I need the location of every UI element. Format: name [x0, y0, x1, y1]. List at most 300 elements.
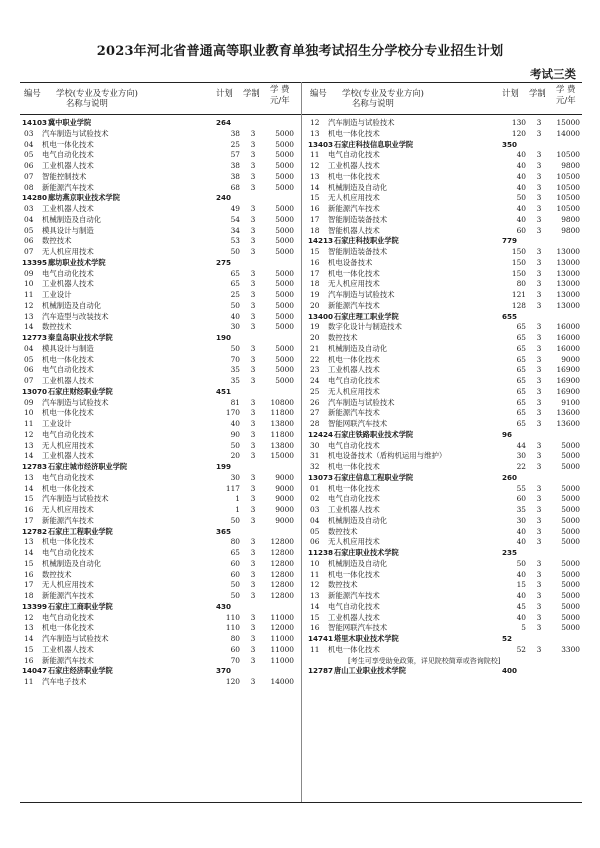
school-name: 石家庄科技职业学院	[334, 236, 399, 246]
tuition-fee: 5000	[561, 462, 580, 471]
major-row	[22, 140, 298, 151]
tuition-fee: 12800	[270, 569, 294, 579]
major-name: 机械制造及自动化	[328, 182, 388, 192]
major-name: 汽车制造与试验技术	[328, 118, 395, 127]
header-school-line2: 名称与说明	[352, 98, 394, 108]
major-code: 28	[310, 419, 320, 428]
major-row	[308, 365, 584, 376]
major-row	[22, 516, 298, 527]
tuition-fee: 10500	[556, 182, 580, 192]
plan-count: 81	[230, 397, 240, 407]
major-code: 15	[310, 193, 320, 203]
major-name: 电气自动化技术	[328, 494, 380, 504]
major-name: 数字化设计与制造技术	[328, 322, 402, 332]
plan-count: 50	[230, 591, 240, 600]
plan-count: 52	[516, 644, 526, 654]
column-divider	[301, 82, 302, 802]
major-code: 25	[310, 386, 320, 396]
note-text: [考生可享受助免政策，详见院校简章或咨询院校]	[348, 656, 501, 665]
school-code: 11238	[308, 548, 334, 557]
major-code: 14	[24, 634, 34, 643]
major-name: 电气自动化技术	[42, 365, 94, 375]
major-code: 11	[24, 290, 34, 299]
tuition-fee: 5000	[275, 311, 294, 321]
header-code: 编号	[310, 88, 327, 98]
major-row	[22, 172, 298, 183]
study-length: 3	[250, 537, 256, 547]
major-code: 19	[310, 290, 320, 299]
major-code: 14	[310, 182, 320, 192]
school-row	[308, 666, 584, 677]
major-code: 26	[310, 397, 320, 407]
major-name: 机电设备技术（盾构机运用与维护）	[328, 451, 447, 461]
major-name: 机械制造及自动化	[328, 558, 388, 568]
header-school-line2: 名称与说明	[66, 98, 108, 108]
plan-count: 35	[516, 505, 526, 514]
plan-count: 22	[516, 462, 526, 471]
plan-count: 110	[225, 623, 240, 633]
major-name: 机电一体化技术	[42, 354, 94, 364]
tuition-fee: 5000	[561, 483, 580, 493]
major-code: 09	[24, 268, 34, 278]
table-header	[22, 84, 298, 118]
tuition-fee: 5000	[561, 537, 580, 547]
plan-count: 50	[230, 247, 240, 256]
plan-count: 170	[225, 408, 240, 418]
major-row	[22, 484, 298, 495]
study-length: 3	[250, 214, 256, 224]
major-row	[22, 301, 298, 312]
major-code: 11	[310, 644, 320, 654]
school-row	[308, 430, 584, 441]
major-row	[308, 505, 584, 516]
plan-count: 150	[511, 268, 526, 278]
school-plan-total: 275	[216, 257, 232, 267]
plan-count: 54	[230, 214, 240, 224]
major-row	[308, 301, 584, 312]
header-plan: 计划	[216, 88, 233, 98]
plan-count: 40	[516, 591, 526, 600]
school-code: 12787	[308, 665, 334, 675]
tuition-fee: 5000	[561, 526, 580, 536]
major-row	[22, 279, 298, 290]
major-row	[22, 408, 298, 419]
school-name: 石家庄经济职业学院	[48, 666, 113, 676]
header-fee-line2: 元/年	[270, 95, 290, 105]
study-length: 3	[536, 408, 542, 418]
plan-count: 40	[516, 214, 526, 224]
study-length: 3	[536, 644, 542, 654]
plan-count: 65	[516, 386, 526, 396]
major-name: 数控技术	[328, 580, 358, 590]
tuition-fee: 16900	[556, 376, 580, 385]
school-row	[22, 333, 298, 344]
study-length: 3	[536, 569, 542, 579]
plan-count: 110	[225, 612, 240, 622]
tuition-fee: 13000	[556, 290, 580, 299]
plan-count: 70	[230, 354, 240, 364]
school-plan-total: 400	[502, 665, 518, 675]
tuition-fee: 5000	[275, 354, 294, 364]
major-row	[22, 215, 298, 226]
study-length: 3	[250, 634, 256, 643]
major-name: 机械制造及自动化	[42, 300, 102, 310]
plan-count: 49	[230, 204, 240, 213]
study-length: 3	[250, 171, 256, 181]
major-name: 电气自动化技术	[42, 548, 94, 557]
tuition-fee: 11000	[270, 634, 294, 643]
major-name: 机电一体化技术	[328, 268, 380, 278]
major-name: 无人机应用技术	[328, 537, 380, 547]
plan-count: 38	[230, 161, 240, 170]
major-name: 工业机器人技术	[328, 365, 380, 375]
school-plan-total: 350	[502, 139, 518, 149]
major-code: 03	[310, 505, 320, 514]
major-code: 14	[24, 322, 34, 332]
tuition-fee: 5000	[561, 623, 580, 633]
major-code: 12	[24, 300, 34, 310]
study-length: 3	[250, 440, 256, 450]
major-name: 汽车制造与试验技术	[42, 634, 109, 643]
major-row	[22, 365, 298, 376]
tuition-fee: 13600	[556, 419, 580, 428]
school-row	[22, 527, 298, 538]
tuition-fee: 9000	[275, 515, 294, 525]
school-plan-total: 430	[216, 601, 232, 611]
plan-count: 80	[516, 279, 526, 289]
plan-count: 90	[230, 429, 240, 439]
school-row	[22, 462, 298, 473]
study-length: 3	[250, 290, 256, 299]
major-name: 机械制造及自动化	[42, 214, 102, 224]
tuition-fee: 5000	[275, 214, 294, 224]
plan-count: 50	[230, 515, 240, 525]
school-plan-total: 451	[216, 386, 232, 396]
study-length: 3	[250, 365, 256, 375]
plan-count: 40	[516, 537, 526, 547]
major-code: 13	[24, 537, 34, 547]
plan-count: 1	[235, 505, 240, 514]
major-row	[308, 322, 584, 333]
tuition-fee: 12800	[270, 548, 294, 557]
study-length: 3	[536, 161, 542, 170]
school-name: 石家庄科技信息职业学院	[334, 139, 414, 149]
study-length: 3	[536, 118, 542, 127]
plan-count: 70	[230, 655, 240, 665]
school-code: 12773	[22, 333, 48, 342]
major-code: 04	[310, 515, 320, 525]
plan-count: 80	[230, 634, 240, 643]
tuition-fee: 5000	[275, 376, 294, 385]
major-code: 03	[24, 128, 34, 138]
major-code: 32	[310, 462, 320, 471]
tuition-fee: 16000	[556, 343, 580, 353]
major-name: 无人机应用技术	[42, 580, 94, 590]
major-code: 04	[24, 343, 34, 353]
study-length: 3	[250, 623, 256, 633]
major-row	[308, 226, 584, 237]
school-name: 塔里木职业技术学院	[334, 634, 399, 643]
plan-count: 65	[516, 376, 526, 385]
major-row	[308, 355, 584, 366]
tuition-fee: 9000	[275, 472, 294, 482]
major-row	[308, 580, 584, 591]
major-name: 数控技术	[42, 322, 72, 332]
major-name: 新能源汽车技术	[328, 204, 380, 213]
plan-count: 53	[230, 236, 240, 246]
major-code: 13	[24, 440, 34, 450]
major-name: 电气自动化技术	[42, 429, 94, 439]
school-plan-total: 199	[216, 462, 232, 471]
major-row	[308, 484, 584, 495]
school-code: 12782	[22, 526, 48, 536]
major-code: 15	[310, 247, 320, 256]
study-length: 3	[250, 408, 256, 418]
major-code: 02	[310, 494, 320, 504]
tuition-fee: 5000	[561, 451, 580, 461]
major-name: 数控技术	[328, 526, 358, 536]
plan-count: 50	[516, 558, 526, 568]
plan-count: 34	[230, 225, 240, 235]
major-code: 27	[310, 408, 320, 418]
study-length: 3	[536, 505, 542, 514]
study-length: 3	[250, 182, 256, 192]
major-code: 09	[24, 397, 34, 407]
major-row	[22, 677, 298, 688]
header-fee-line2: 元/年	[556, 95, 576, 105]
major-row	[308, 613, 584, 624]
tuition-fee: 16900	[556, 386, 580, 396]
tuition-fee: 5000	[275, 150, 294, 160]
study-length: 3	[250, 279, 256, 289]
major-row	[308, 247, 584, 258]
major-code: 07	[24, 171, 34, 181]
major-code: 13	[24, 472, 34, 482]
tuition-fee: 10500	[556, 204, 580, 213]
major-name: 机械制造及自动化	[328, 515, 388, 525]
major-code: 17	[24, 580, 34, 590]
major-row	[308, 129, 584, 140]
major-code: 01	[310, 483, 320, 493]
major-row	[22, 494, 298, 505]
major-name: 工业机器人技术	[42, 279, 94, 289]
school-code: 13395	[22, 257, 48, 267]
major-row	[308, 215, 584, 226]
major-code: 12	[310, 118, 320, 127]
plan-count: 150	[511, 257, 526, 267]
major-code: 11	[310, 569, 320, 579]
study-length: 3	[536, 182, 542, 192]
plan-count: 65	[230, 268, 240, 278]
study-length: 3	[536, 333, 542, 342]
study-length: 3	[536, 483, 542, 493]
major-row	[308, 591, 584, 602]
tuition-fee: 5000	[275, 290, 294, 299]
major-row	[22, 204, 298, 215]
study-length: 3	[536, 128, 542, 138]
plan-count: 50	[230, 440, 240, 450]
school-row	[308, 548, 584, 559]
major-row	[22, 537, 298, 548]
major-code: 13	[310, 171, 320, 181]
study-length: 3	[536, 612, 542, 622]
study-length: 3	[250, 548, 256, 557]
study-length: 3	[536, 591, 542, 600]
plan-count: 120	[225, 677, 240, 686]
major-code: 16	[24, 505, 34, 514]
study-length: 3	[536, 343, 542, 353]
major-code: 16	[24, 569, 34, 579]
plan-count: 30	[230, 322, 240, 332]
major-name: 汽车制造与试验技术	[328, 397, 395, 407]
school-code: 13070	[22, 386, 48, 396]
major-code: 14	[24, 548, 34, 557]
major-row	[308, 172, 584, 183]
major-row	[22, 129, 298, 140]
tuition-fee: 5000	[275, 225, 294, 235]
major-name: 智能网联汽车技术	[328, 623, 388, 633]
major-code: 17	[24, 515, 34, 525]
tuition-fee: 5000	[275, 182, 294, 192]
major-code: 19	[310, 322, 320, 332]
plan-count: 30	[230, 472, 240, 482]
major-code: 21	[310, 343, 320, 353]
plan-count: 40	[516, 204, 526, 213]
major-code: 18	[310, 225, 320, 235]
major-row	[308, 408, 584, 419]
plan-count: 15	[516, 580, 526, 590]
plan-count: 60	[516, 225, 526, 235]
major-name: 电气自动化技术	[42, 472, 94, 482]
study-length: 3	[250, 505, 256, 514]
study-length: 3	[536, 290, 542, 299]
tuition-fee: 5000	[561, 558, 580, 568]
plan-count: 65	[516, 365, 526, 375]
tuition-fee: 5000	[561, 612, 580, 622]
major-code: 13	[310, 128, 320, 138]
major-code: 11	[310, 150, 320, 160]
major-row	[308, 527, 584, 538]
major-name: 工业机器人技术	[328, 505, 380, 514]
study-length: 3	[250, 569, 256, 579]
study-length: 3	[536, 376, 542, 385]
school-code: 14280	[22, 193, 48, 203]
major-row	[22, 645, 298, 656]
study-length: 3	[250, 494, 256, 504]
school-code: 13400	[308, 311, 334, 321]
tuition-fee: 13800	[270, 440, 294, 450]
plan-count: 35	[230, 365, 240, 375]
tuition-fee: 5000	[561, 440, 580, 450]
major-name: 机电一体化技术	[328, 128, 380, 138]
tuition-fee: 5000	[275, 365, 294, 375]
major-code: 06	[24, 365, 34, 375]
school-name: 石家庄信息工程职业学院	[334, 472, 414, 482]
major-name: 机械制造及自动化	[42, 558, 102, 568]
header-fee-line1: 学 费	[270, 84, 290, 94]
major-row	[22, 441, 298, 452]
major-row	[308, 204, 584, 215]
school-name: 石家庄职业技术学院	[334, 548, 399, 557]
tuition-fee: 5000	[561, 515, 580, 525]
study-length: 3	[536, 601, 542, 611]
header-code: 编号	[24, 88, 41, 98]
major-code: 24	[310, 376, 320, 385]
tuition-fee: 5000	[275, 161, 294, 170]
major-row	[308, 269, 584, 280]
tuition-fee: 14000	[270, 677, 294, 686]
table-header	[308, 84, 584, 118]
tuition-fee: 9000	[275, 483, 294, 493]
major-name: 汽车制造与试验技术	[42, 128, 109, 138]
major-row	[308, 290, 584, 301]
header-fee-line1: 学 费	[556, 84, 576, 94]
major-code: 05	[24, 150, 34, 160]
study-length: 3	[536, 193, 542, 203]
tuition-fee: 5000	[561, 569, 580, 579]
study-length: 3	[250, 311, 256, 321]
tuition-fee: 5000	[275, 300, 294, 310]
major-name: 工业机器人技术	[328, 161, 380, 170]
school-row	[22, 666, 298, 677]
plan-count: 120	[511, 128, 526, 138]
school-code: 14047	[22, 666, 48, 676]
school-name: 冀中职业学院	[48, 118, 92, 127]
major-row	[22, 247, 298, 258]
major-row	[308, 462, 584, 473]
school-plan-total: 190	[216, 333, 232, 342]
major-name: 机电一体化技术	[42, 623, 94, 633]
study-length: 3	[536, 322, 542, 332]
major-row	[22, 161, 298, 172]
tuition-fee: 11000	[270, 644, 294, 654]
major-row	[308, 570, 584, 581]
study-length: 3	[250, 558, 256, 568]
major-row	[308, 602, 584, 613]
major-row	[308, 193, 584, 204]
tuition-fee: 9800	[561, 214, 580, 224]
tuition-fee: 15000	[556, 118, 580, 127]
major-row	[308, 279, 584, 290]
school-code: 14103	[22, 118, 48, 127]
school-plan-total: 779	[502, 236, 518, 246]
school-plan-total: 365	[216, 526, 232, 536]
major-code: 22	[310, 354, 320, 364]
tuition-fee: 5000	[275, 139, 294, 149]
tuition-fee: 12800	[270, 591, 294, 600]
major-name: 工业机器人技术	[42, 161, 94, 170]
tuition-fee: 13000	[556, 300, 580, 310]
tuition-fee: 9800	[561, 225, 580, 235]
plan-count: 60	[230, 558, 240, 568]
school-plan-total: 96	[502, 429, 513, 439]
tuition-fee: 15000	[270, 451, 294, 461]
study-length: 3	[536, 440, 542, 450]
major-name: 新能源汽车技术	[42, 182, 94, 192]
plan-count: 40	[516, 150, 526, 160]
plan-count: 65	[516, 354, 526, 364]
school-row	[308, 634, 584, 645]
major-name: 电气自动化技术	[42, 268, 94, 278]
major-name: 机电一体化技术	[42, 408, 94, 418]
major-row	[22, 269, 298, 280]
major-row	[22, 355, 298, 366]
major-code: 06	[24, 161, 34, 170]
school-name: 唐山工业职业技术学院	[334, 665, 406, 675]
plan-count: 65	[516, 397, 526, 407]
tuition-fee: 10500	[556, 171, 580, 181]
plan-count: 65	[516, 419, 526, 428]
